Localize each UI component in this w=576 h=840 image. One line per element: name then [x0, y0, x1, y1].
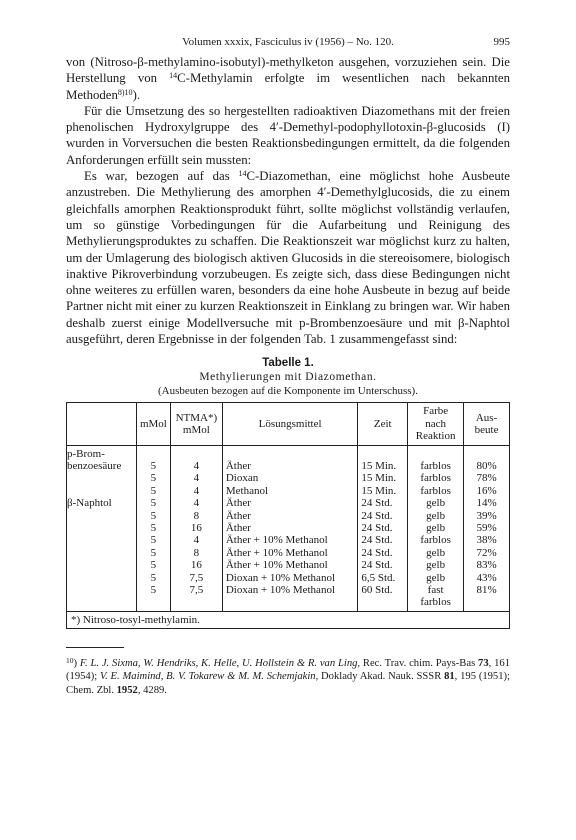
color-cell: gelb	[408, 522, 464, 534]
substance-cell	[67, 534, 137, 546]
mmol-cell: 5	[136, 559, 170, 571]
paragraph-3	[66, 168, 510, 347]
time-cell: 24 Std.	[358, 559, 408, 571]
table-row	[67, 584, 510, 611]
substance-cell: p-Brom-	[67, 445, 137, 460]
header-substance	[67, 403, 137, 445]
running-header	[66, 36, 510, 52]
header-color: Farbe nach Reaktion	[408, 403, 464, 445]
solvent-cell: Äther	[222, 497, 358, 509]
running-title: Volumen xxxix, Fasciculus iv (1956) – No. 120.	[182, 36, 394, 48]
yield-cell: 59%	[464, 522, 510, 534]
footnote-authors-2: V. E. Maimind, B. V. Tokarew & M. M. Schemjakin,	[100, 671, 319, 683]
time-cell: 24 Std.	[358, 534, 408, 546]
page-number: 995	[493, 36, 510, 48]
ntma-cell: 4	[170, 485, 222, 497]
header-time: Zeit	[358, 403, 408, 445]
solvent-cell: Methanol	[222, 485, 358, 497]
substance-cell	[67, 559, 137, 571]
yield-cell: 83%	[464, 559, 510, 571]
ntma-cell: 16	[170, 522, 222, 534]
substance-cell	[67, 522, 137, 534]
yield-cell: 81%	[464, 584, 510, 611]
substance-cell	[67, 485, 137, 497]
ntma-cell	[170, 445, 222, 460]
header-ntma: NTMA*) mMol	[170, 403, 222, 445]
time-cell: 24 Std.	[358, 522, 408, 534]
time-cell: 15 Min.	[358, 485, 408, 497]
footnote-10: $^{10}$) F. L. J. Sixma, W. Hendriks, K. Helle, U. Hollstein & R. van Ling, Rec. Trav. chim. Pays-Bas 73, 161 (1954); V. E. Maimind, B. V. Tokarew & M. M. Schemjakin, Doklady Akad. Nauk. SSSR 81, 195 (1951); Chem. Zbl. 1952, 4289.	[66, 656, 510, 696]
mmol-cell: 5	[136, 534, 170, 546]
ntma-cell: 4	[170, 497, 222, 509]
ntma-cell: 7,5	[170, 572, 222, 584]
solvent-cell: Dioxan + 10% Methanol	[222, 572, 358, 584]
ntma-cell: 8	[170, 510, 222, 522]
mmol-cell: 5	[136, 472, 170, 484]
solvent-cell: Dioxan	[222, 472, 358, 484]
ntma-cell: 4	[170, 460, 222, 472]
color-cell: gelb	[408, 559, 464, 571]
table-row	[67, 485, 510, 497]
time-cell: 15 Min.	[358, 460, 408, 472]
footnote-authors-1: F. L. J. Sixma, W. Hendriks, K. Helle, U. Hollstein & R. van Ling,	[79, 658, 361, 670]
paragraph-1-text-b: C-Methylamin erfolgte im wesentlichen nach bekannten Methoden	[66, 71, 510, 102]
color-cell: farblos	[408, 460, 464, 472]
color-cell	[408, 445, 464, 460]
ntma-cell: 16	[170, 559, 222, 571]
yield-cell: 80%	[464, 460, 510, 472]
table-subtitle: Methylierungen mit Diazomethan.	[199, 371, 377, 384]
table-body	[67, 445, 510, 611]
table-note: (Ausbeuten bezogen auf die Komponente im Unterschuss).	[158, 385, 418, 398]
table-row	[67, 559, 510, 571]
yield-cell	[464, 445, 510, 460]
time-cell: 15 Min.	[358, 472, 408, 484]
paragraph-1-end: ).	[132, 87, 141, 102]
ntma-cell: 4	[170, 534, 222, 546]
solvent-cell: Dioxan + 10% Methanol	[222, 584, 358, 611]
yield-cell: 14%	[464, 497, 510, 509]
time-cell: 24 Std.	[358, 497, 408, 509]
mmol-cell: 5	[136, 510, 170, 522]
table-row	[67, 497, 510, 509]
mmol-cell: 5	[136, 485, 170, 497]
yield-cell: 39%	[464, 510, 510, 522]
ntma-cell: 8	[170, 547, 222, 559]
substance-cell	[67, 584, 137, 611]
time-cell: 24 Std.	[358, 510, 408, 522]
header-solvent: Lösungsmittel	[222, 403, 358, 445]
color-cell: farblos	[408, 472, 464, 484]
mmol-cell: 5	[136, 584, 170, 611]
table-row	[67, 522, 510, 534]
color-cell: gelb	[408, 510, 464, 522]
time-cell: 24 Std.	[358, 547, 408, 559]
mmol-cell: 5	[136, 497, 170, 509]
yield-cell: 78%	[464, 472, 510, 484]
footnote-number: 10	[66, 656, 74, 666]
solvent-cell: Äther + 10% Methanol	[222, 534, 358, 546]
table-footnote: *) Nitroso-tosyl-methylamin.	[67, 611, 510, 628]
table-row	[67, 460, 510, 472]
solvent-cell	[222, 445, 358, 460]
ntma-cell: 4	[170, 472, 222, 484]
table-row	[67, 547, 510, 559]
table-row	[67, 445, 510, 460]
substance-cell: benzoesäure	[67, 460, 137, 472]
solvent-cell: Äther	[222, 522, 358, 534]
substance-cell	[67, 472, 137, 484]
solvent-cell: Äther + 10% Methanol	[222, 547, 358, 559]
table-header-row	[67, 403, 510, 445]
mmol-cell: 5	[136, 460, 170, 472]
paragraph-2: Für die Umsetzung des so hergestellten radioaktiven Diazomethans mit der freien phenolischen Hydroxylgruppe des 4′-Demethyl-podophyllotoxin-β-glucosids (I) wurden in Vorversuchen die besten Reaktionsbedingungen ermittelt, da die folgenden Anforderungen erfüllt sein mussten:	[66, 103, 510, 167]
mmol-cell: 5	[136, 522, 170, 534]
yield-cell: 72%	[464, 547, 510, 559]
mmol-cell	[136, 445, 170, 460]
solvent-cell: Äther	[222, 460, 358, 472]
color-cell: farblos	[408, 534, 464, 546]
time-cell: 6,5 Std.	[358, 572, 408, 584]
paragraph-1	[66, 54, 510, 103]
yield-cell: 16%	[464, 485, 510, 497]
paragraph-1-text: von (Nitroso-β-methylamino-isobutyl)-methylketon ausgehen, vorzuziehen sein. Die Herstellung von	[66, 55, 510, 86]
substance-cell	[67, 572, 137, 584]
page	[66, 36, 510, 697]
ntma-cell: 7,5	[170, 584, 222, 611]
paragraph-3-text: Es war, bezogen auf das	[84, 169, 239, 184]
mmol-cell: 5	[136, 572, 170, 584]
footnote-rule	[66, 647, 124, 648]
isotope-superscript: 14	[238, 169, 247, 179]
table-title: Tabelle 1.	[262, 357, 314, 370]
reference-superscript: 8)10	[117, 87, 133, 97]
table-footnote-row	[67, 611, 510, 628]
table-row	[67, 572, 510, 584]
isotope-superscript: 14	[169, 71, 178, 81]
solvent-cell: Äther + 10% Methanol	[222, 559, 358, 571]
color-cell: gelb	[408, 497, 464, 509]
yield-cell: 43%	[464, 572, 510, 584]
mmol-cell: 5	[136, 547, 170, 559]
yield-cell: 38%	[464, 534, 510, 546]
color-cell: fast farblos	[408, 584, 464, 611]
color-cell: gelb	[408, 572, 464, 584]
time-cell	[358, 445, 408, 460]
header-yield: Aus- beute	[464, 403, 510, 445]
table-row	[67, 534, 510, 546]
substance-cell	[67, 547, 137, 559]
substance-cell	[67, 510, 137, 522]
table-row	[67, 472, 510, 484]
time-cell: 60 Std.	[358, 584, 408, 611]
paragraph-3-text-b: C-Diazomethan, eine möglichst hohe Ausbeute anzustreben. Die Methylierung des amorphen 4′-Demethylglucosids, die zu einem gleichfalls amorphen Reaktionsprodukt führt, sollte möglichst vollständig verlaufen, um so günstige Vorbedingungen für die Aufarbeitung und Reinigung des Methylierungsproduktes zu schaffen. Die Reaktionszeit war möglichst kurz zu halten, um der Umlagerung des biologisch aktiven Glucosids in die stereoisomere, biologisch inaktive Pikroverbindung vorzubeugen. Es zeigte sich, dass diese Bedingungen nicht ohne weiteres zu erfüllen waren, besonders da eine hohe Ausbeute in bezug auf beide Partner nicht mit einer zu kurzen Reaktionszeit in Einklang zu bringen war. Wir haben deshalb zuerst einige Modellversuche mit p-Brombenzoesäure und mit β-Naphtol ausgeführt, deren Ergebnisse in der folgenden Tab. 1 zusammengefasst sind:	[66, 169, 510, 347]
substance-cell: β-Naphtol	[67, 497, 137, 509]
header-mmol: mMol	[136, 403, 170, 445]
solvent-cell: Äther	[222, 510, 358, 522]
color-cell: gelb	[408, 547, 464, 559]
table-row	[67, 510, 510, 522]
methylation-table	[66, 402, 510, 629]
color-cell: farblos	[408, 485, 464, 497]
